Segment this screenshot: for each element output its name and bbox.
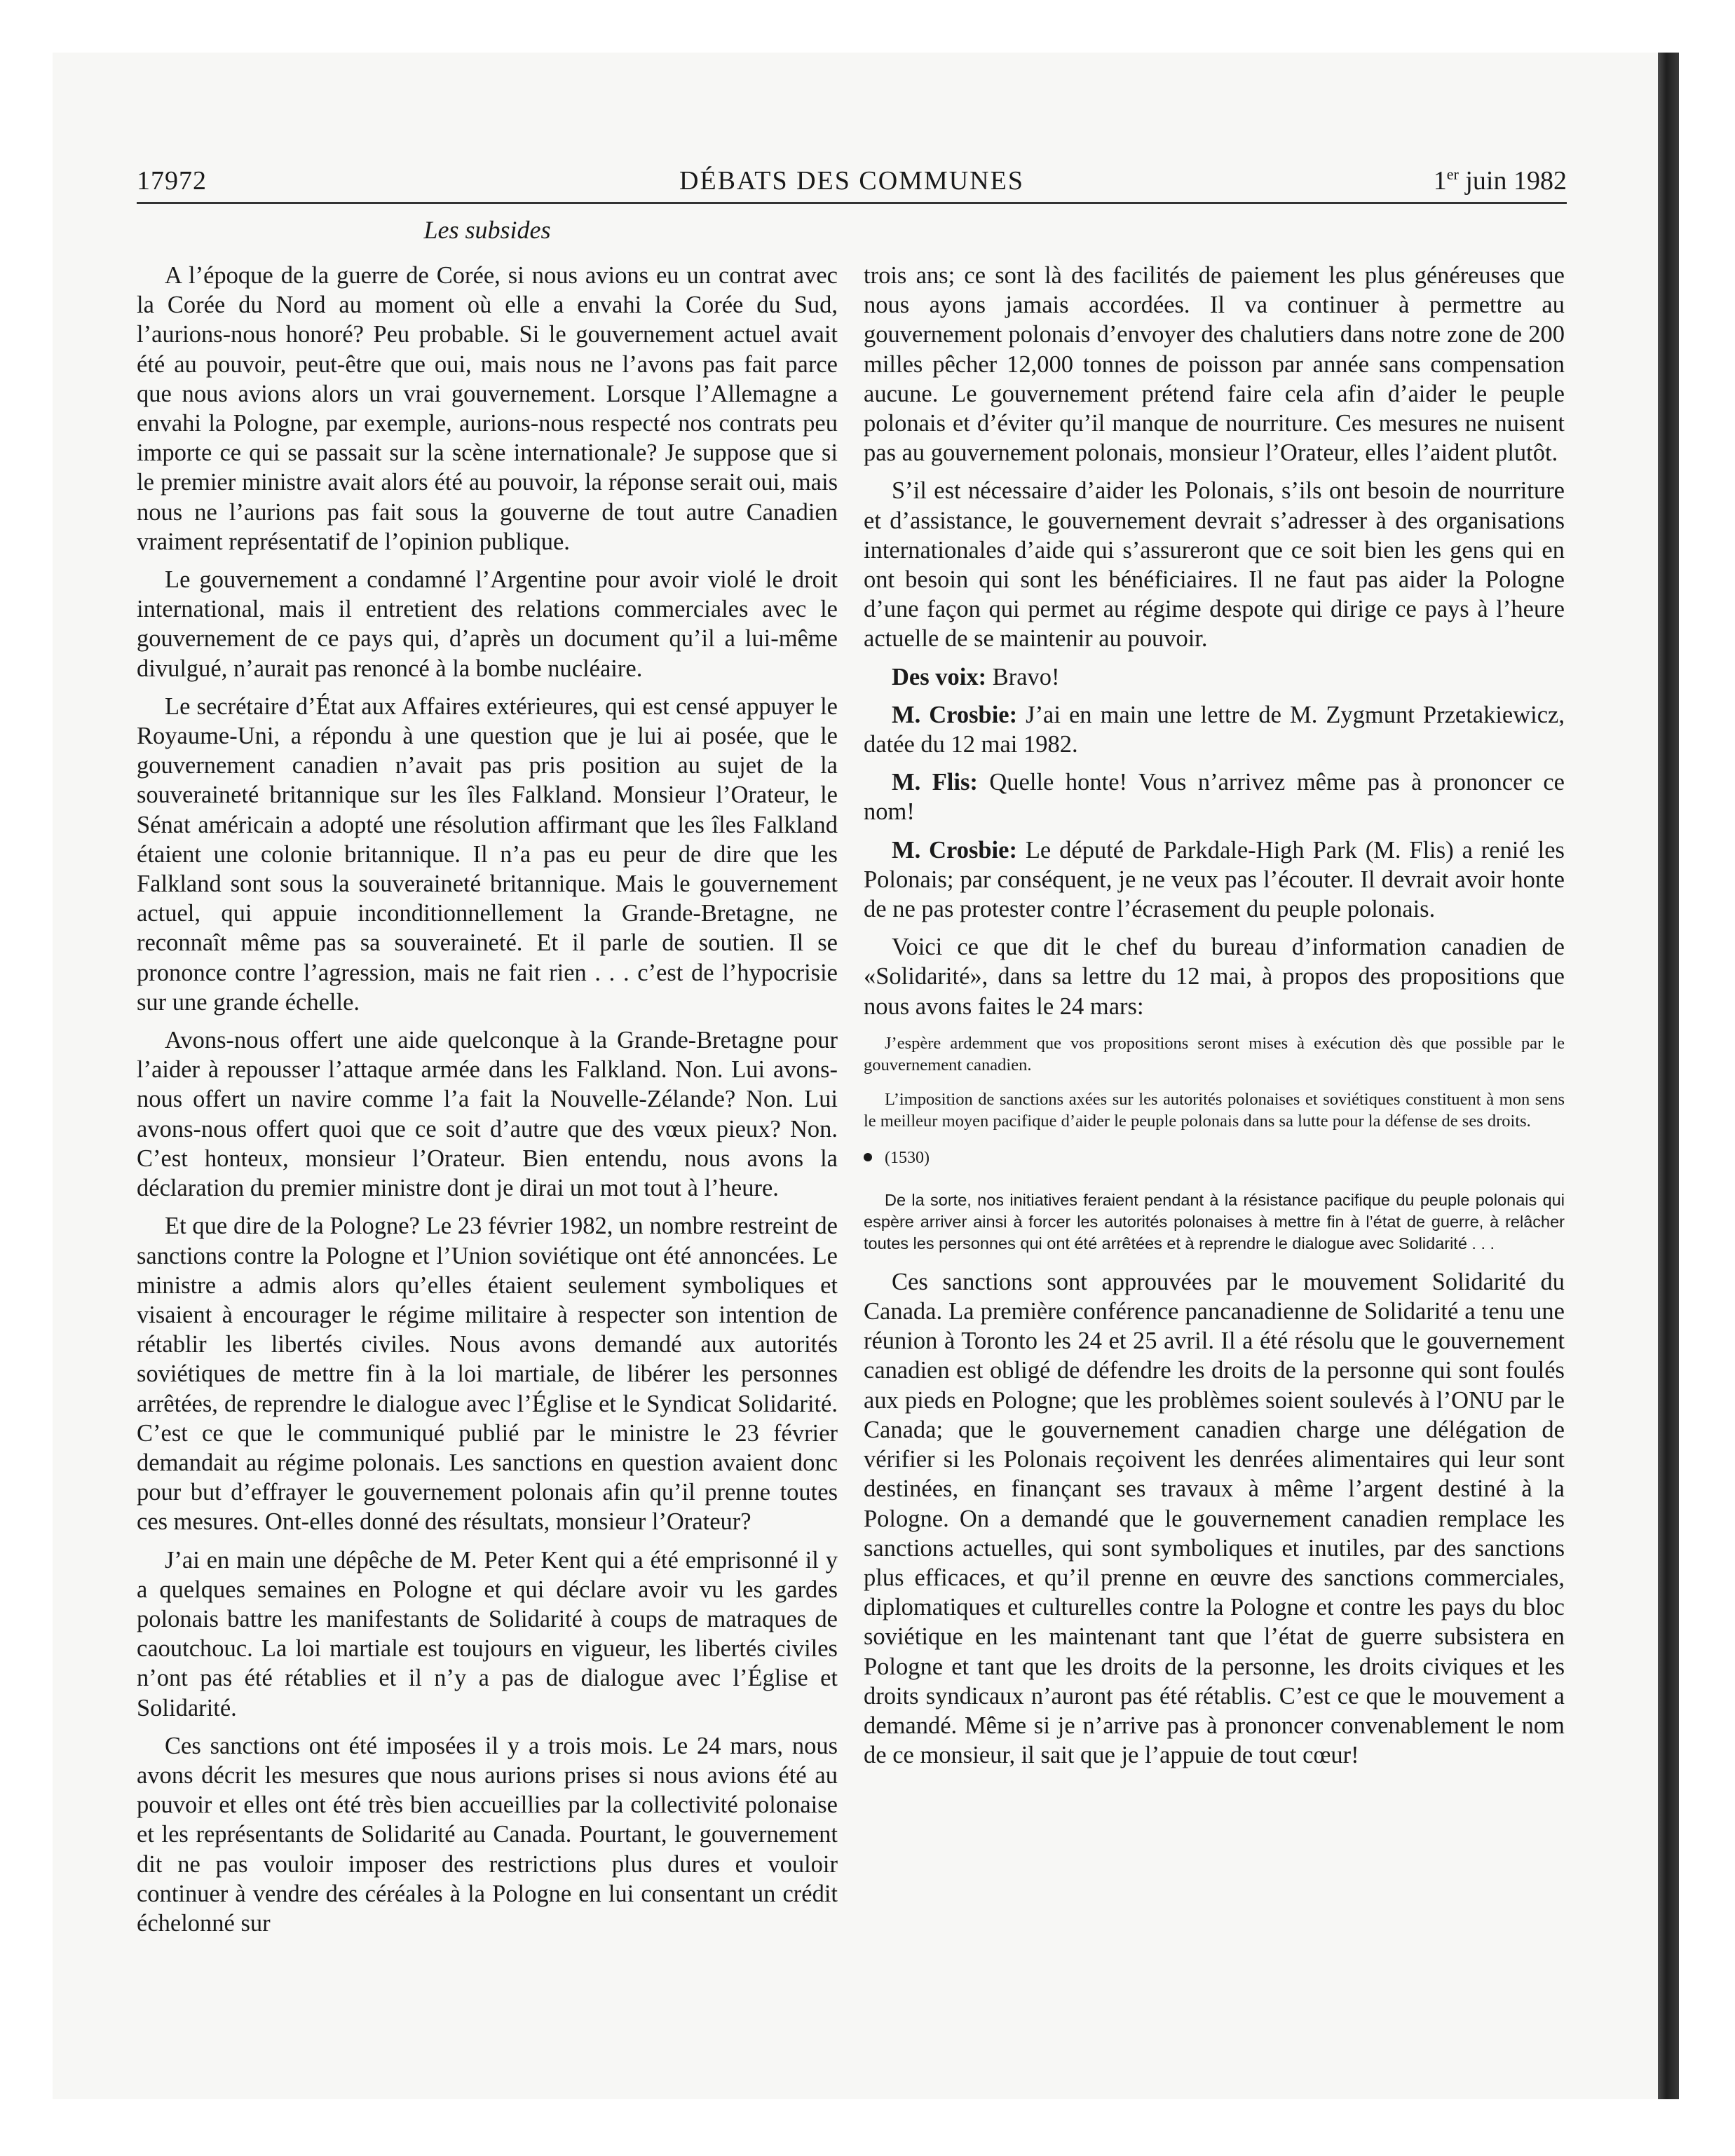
publication-title: DÉBATS DES COMMUNES (679, 166, 1024, 196)
left-column (137, 261, 838, 1946)
speech (864, 700, 1565, 759)
paragraph: trois ans; ce sont là des facilités de paiement les plus généreuses que nous ayons jamais accordées. Il va continuer à permettre au gouvernement polonais d’envoyer des chalutiers dans notre zone de 200 milles pêcher 12,000 tonnes de poisson par année sans compensation aucune. Le gouvernement prétend faire cela afin d’aider le peuple polonais et d’éviter qu’il manque de nourriture. Ces mesures ne nuisent pas au gouvernement polonais, monsieur l’Orateur, elles l’aident plutôt. (864, 262, 1565, 467)
speech (864, 662, 1565, 692)
paragraph: Voici ce que dit le chef du bureau d’information canadien de «Solidarité», dans sa lettre du 12 mai, à propos des propositions que nous avons faites le 24 mars: (864, 934, 1565, 1020)
time-marker-label: (1530) (885, 1148, 930, 1167)
speech-text: Le député de Parkdale-High Park (M. Flis) a renié les Polonais; par conséquent, je ne veux pas l’écouter. Il devrait avoir honte de ne pas protester contre l’écrasement du peuple polonais. (864, 836, 1565, 923)
right-column (864, 261, 1565, 1778)
paragraph: Le secrétaire d’État aux Affaires extérieures, qui est censé appuyer le Royaume-Uni, a répondu à une question que je lui ai posée, que le gouvernement canadien n’avait pas pris position au sujet de la souveraineté britannique sur les îles Falkland. Monsieur l’Orateur, le Sénat américain a adopté une résolution affirmant que les îles Falkland étaient une colonie britannique. Il n’a pas eu peur de dire que les Falkland sont sous la souveraineté britannique. Mais le gouvernement actuel, qui appuie inconditionnellement la Grande-Bretagne, ne reconnaît même pas sa souveraineté. Et il parle de soutien. Il se prononce contre l’agression, mais ne fait rien . . . c’est de l’hypocrisie sur une grande échelle. (137, 692, 838, 1016)
paragraph: Le gouvernement a condamné l’Argentine pour avoir violé le droit international, mais il entretient des relations commerciales avec le gouvernement de ce pays qui, d’après un document qu’il a lui-même divulgué, n’aurait pas renoncé à la bombe nucléaire. (137, 566, 838, 682)
speech-text: J’ai en main une lettre de M. Zygmunt Przetakiewicz, datée du 12 mai 1982. (864, 701, 1565, 758)
page-date (1434, 165, 1567, 196)
block-quote: J’espère ardemment que vos propositions seront mises à exécution dès que possible par le gouvernement canadien. (864, 1033, 1565, 1074)
block-quote: L’imposition de sanctions axées sur les autorités polonaises et soviétiques constituent à mon sens le meilleur moyen pacifique d’aider le peuple polonais dans sa lutte pour la défense de ses droits. (864, 1089, 1565, 1131)
paragraph: A l’époque de la guerre de Corée, si nous avions eu un contrat avec la Corée du Nord au moment où elle a envahi la Corée du Sud, l’aurions-nous honoré? Peu probable. Si le gouvernement actuel avait été au pouvoir, peut-être que oui, mais nous ne l’avons pas fait parce que nous avions alors un vrai gouvernement. Lorsque l’Allemagne a envahi la Pologne, par exemple, aurions-nous respecté nos contrats peu importe ce qui se passait sur la scène internationale? Je suppose que si le premier ministre avait alors été au pouvoir, la réponse serait oui, mais nous ne l’aurions pas fait sous la gouverne de tout autre Canadien vraiment représentatif de l’opinion publique. (137, 262, 838, 555)
paragraph: S’il est nécessaire d’aider les Polonais, s’ils ont besoin de nourriture et d’assistance, le gouvernement devrait s’adresser à des organisations internationales d’aide qui s’assureront que ce soit bien les gens qui en ont besoin qui sont les bénéficiaires. Il ne faut pas aider la Pologne d’une façon qui permet au régime despote qui dirige ce pays à l’heure actuelle de se maintenir au pouvoir. (864, 477, 1565, 653)
paragraph: J’ai en main une dépêche de M. Peter Kent qui a été emprisonné il y a quelques semaines en Pologne et qui déclare avoir vu les gardes polonais battre les manifestants de Solidarité à coups de matraques de caoutchouc. La loi martiale est toujours en vigueur, les libertés civiles n’ont pas été rétablies et il n’y a pas de dialogue avec l’Église et Solidarité. (137, 1546, 838, 1721)
speech-text: Quelle honte! Vous n’arrivez même pas à prononcer ce nom! (864, 769, 1565, 826)
date-month-year: juin 1982 (1458, 166, 1567, 196)
speech (864, 835, 1565, 925)
speech (864, 767, 1565, 826)
block-quote: De la sorte, nos initiatives feraient pendant à la résistance pacifique du peuple polonais qui espère arriver ainsi à forcer les autorités polonaises à mettre fin à l’état de guerre, à relâcher toutes les personnes qui ont été arrêtées et à reprendre le dialogue avec Solidarité . . . (864, 1190, 1565, 1253)
page-header (137, 163, 1567, 204)
speaker: M. Crosbie: (892, 701, 1018, 728)
speaker: Des voix: (892, 663, 987, 690)
date-ordinal: er (1446, 165, 1459, 183)
speaker: M. Crosbie: (892, 836, 1017, 864)
page-number: 17972 (137, 166, 207, 196)
date-day: 1 (1433, 166, 1447, 196)
paragraph: Ces sanctions sont approuvées par le mouvement Solidarité du Canada. La première conférence pancanadienne de Solidarité a tenu une réunion à Toronto les 24 et 25 avril. Il a été résolu que le gouvernement canadien est obligé de défendre les droits de la personne qui sont foulés aux pieds en Pologne; que les problèmes soient soulevés à l’ONU par le Canada; que le gouvernement canadien charge une délégation de vérifier si les Polonais reçoivent les denrées alimentaires qui leur sont destinées, en finançant ses travaux à même l’argent destiné à la Pologne. On a demandé que le gouvernement canadien remplace les sanctions actuelles, qui sont symboliques et inutiles, par des sanctions plus efficaces, et qu’il prenne en œuvre des sanctions commerciales, diplomatiques et culturelles contre la Pologne et contre les pays du bloc soviétique en les maintenant tant que l’état de guerre subsistera en Pologne et tant que les droits de la personne, les droits civiques et les droits syndicaux n’auront pas été rétablis. C’est ce que le mouvement a demandé. Même si je n’arrive pas à prononcer convenablement le nom de ce monsieur, il sait que je l’appuie de tout cœur! (864, 1268, 1565, 1769)
paragraph: Ces sanctions ont été imposées il y a trois mois. Le 24 mars, nous avons décrit les mesures que nous aurions prises si nous avions été au pouvoir et elles ont été très bien accueillies par la collectivité polonaise et les représentants de Solidarité au Canada. Pourtant, le gouvernement dit ne pas vouloir imposer des restrictions plus dures et vouloir continuer à vendre des céréales à la Pologne en lui consentant un crédit échelonné sur (137, 1732, 838, 1937)
paragraph: Avons-nous offert une aide quelconque à la Grande-Bretagne pour l’aider à repousser l’attaque armée dans les Falkland. Non. Lui avons-nous offert un navire comme l’a fait la Nouvelle-Zélande? Non. Lui avons-nous offert quoi que ce soit d’autre que des vœux pieux? Non. C’est honteux, monsieur l’Orateur. Bien entendu, nous avons la déclaration du premier ministre dont je dirai un mot tout à l’heure. (137, 1027, 838, 1202)
paragraph: Et que dire de la Pologne? Le 23 février 1982, un nombre restreint de sanctions contre la Pologne et l’Union soviétique ont été annoncées. Le ministre a admis alors qu’elles étaient seulement symboliques et visaient à encourager le régime militaire à respecter son intention de rétablir les libertés civiles. Nous avons demandé aux autorités soviétiques de mettre fin à la loi martiale, de libérer les personnes arrêtées, de reprendre le dialogue avec l’Église et le Syndicat Solidarité. C’est ce que le communiqué publié par le ministre le 23 février demandait au régime polonais. Les sanctions en question avaient donc pour but d’effrayer le gouvernement polonais afin qu’il prenne toutes ces mesures. Ont-elles donné des résultats, monsieur l’Orateur? (137, 1213, 838, 1536)
scan-border (1658, 53, 1679, 2099)
time-marker (864, 1147, 1565, 1168)
section-title: Les subsides (423, 216, 551, 244)
bullet-icon (864, 1153, 872, 1161)
speaker: M. Flis: (892, 769, 978, 796)
speech-text: Bravo! (986, 663, 1060, 690)
